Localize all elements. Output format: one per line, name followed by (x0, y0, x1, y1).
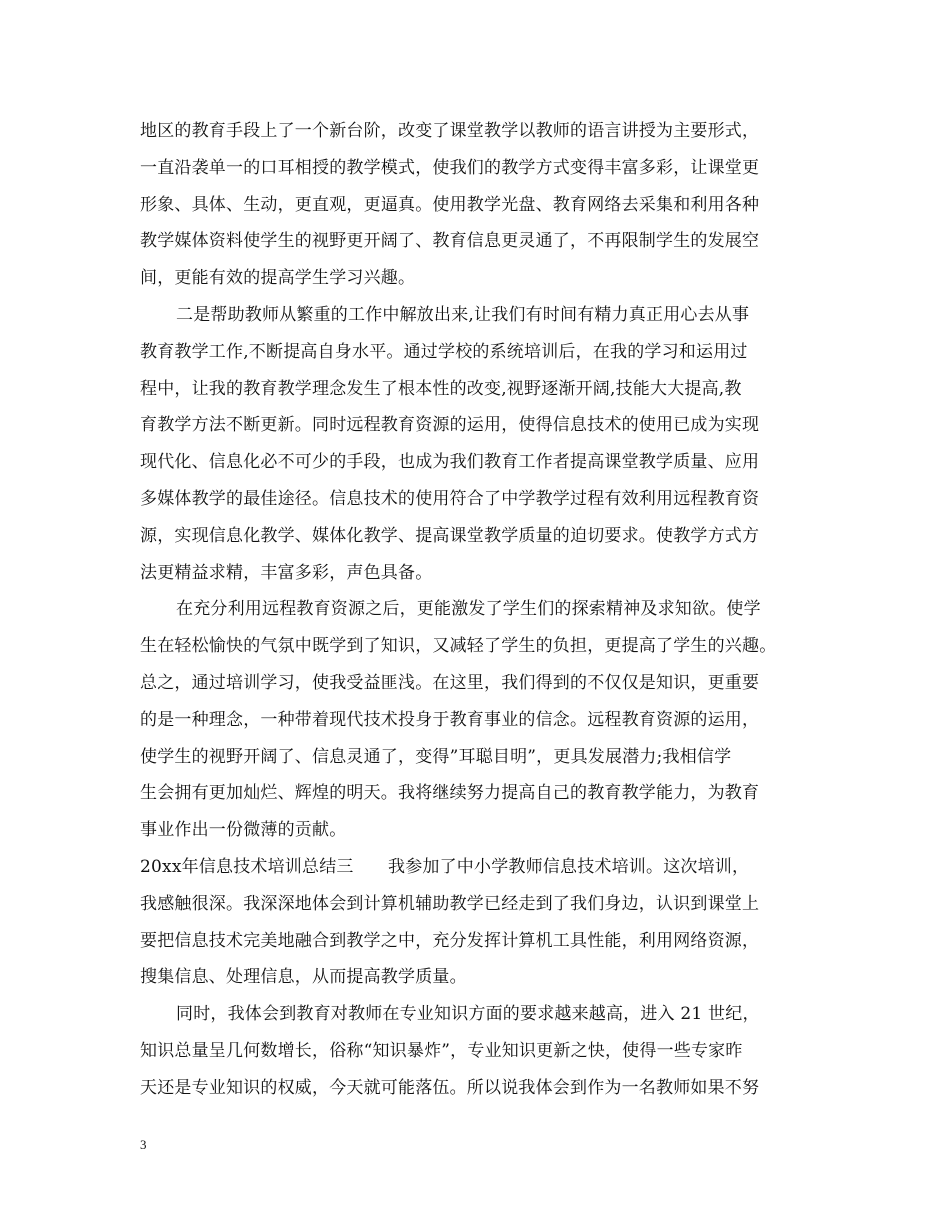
text-line-8: 程中，让我的教育教学理念发生了根本性的改变,视野逐渐开阔,技能大大提高,教 (140, 378, 742, 399)
text-line-10: 现代化、信息化必不可少的手段，也成为我们教育工作者提高课堂教学质量、应用 (140, 452, 760, 473)
document-body (140, 113, 840, 1107)
text-line-16: 总之，通过培训学习，使我受益匪浅。在这里，我们得到的不仅仅是知识，更重要 (140, 672, 760, 693)
text-line-13: 法更精益求精，丰富多彩，声色具备。 (140, 562, 433, 583)
text-line-5: 间，更能有效的提高学生学习兴趣。 (140, 268, 416, 289)
text-line-25: 同时，我体会到教育对教师在专业知识方面的要求越来越高，进入 21 世纪， (176, 1004, 760, 1025)
text-line-24: 搜集信息、处理信息，从而提高教学质量。 (140, 967, 467, 988)
text-line-20: 事业作出一份微薄的贡献。 (140, 820, 347, 841)
text-line-19: 生会拥有更加灿烂、辉煌的明天。我将继续努力提高自己的教育教学能力，为教育 (140, 783, 760, 804)
page-number: 3 (140, 1137, 147, 1152)
text-line-11: 多媒体教学的最佳途径。信息技术的使用符合了中学教学过程有效利用远程教育资 (140, 488, 760, 509)
text-line-9: 育教学方法不断更新。同时远程教育资源的运用，使得信息技术的使用已成为实现 (140, 415, 760, 436)
text-line-23: 要把信息技术完美地融合到教学之中，充分发挥计算机工具性能，利用网络资源， (140, 930, 760, 951)
text-line-27: 天还是专业知识的权威，今天就可能落伍。所以说我体会到作为一名教师如果不努 (140, 1077, 760, 1098)
text-line-2: 一直沿袭单一的口耳相授的教学模式，使我们的教学方式变得丰富多彩，让课堂更 (140, 157, 760, 178)
text-line-12: 源，实现信息化教学、媒体化教学、提高课堂教学质量的迫切要求。使教学方式方 (140, 525, 760, 546)
text-line-22: 我感触很深。我深深地体会到计算机辅助教学已经走到了我们身边，认识到课堂上 (140, 893, 760, 914)
text-line-14: 在充分利用远程教育资源之后，更能激发了学生们的探索精神及求知欲。使学 (176, 599, 761, 620)
text-line-21: 20xx年信息技术培训总结三 我参加了中小学教师信息技术培训。这次培训， (140, 856, 750, 877)
text-line-1: 地区的教育手段上了一个新台阶，改变了课堂教学以教师的语言讲授为主要形式， (140, 121, 760, 141)
text-line-17: 的是一种理念，一种带着现代技术投身于教育事业的信念。远程教育资源的运用， (140, 709, 760, 730)
text-line-3: 形象、具体、生动，更直观，更逼真。使用教学光盘、教育网络去采集和利用各种 (140, 194, 760, 215)
text-line-18: 使学生的视野开阔了、信息灵通了，变得”耳聪目明”，更具发展潜力;我相信学 (140, 746, 732, 767)
text-line-4: 教学媒体资料使学生的视野更开阔了、教育信息更灵通了，不再限制学生的发展空 (140, 231, 760, 252)
text-line-6: 二是帮助教师从繁重的工作中解放出来,让我们有时间有精力真正用心去从事 (176, 304, 750, 325)
text-line-15: 生在轻松愉快的气氛中既学到了知识，又减轻了学生的负担，更提高了学生的兴趣。 (140, 636, 777, 657)
text-line-7: 教育教学工作,不断提高自身水平。通过学校的系统培训后，在我的学习和运用过 (140, 341, 748, 362)
text-line-26: 知识总量呈几何数增长，俗称“知识暴炸”，专业知识更新之快，使得一些专家昨 (140, 1040, 743, 1061)
